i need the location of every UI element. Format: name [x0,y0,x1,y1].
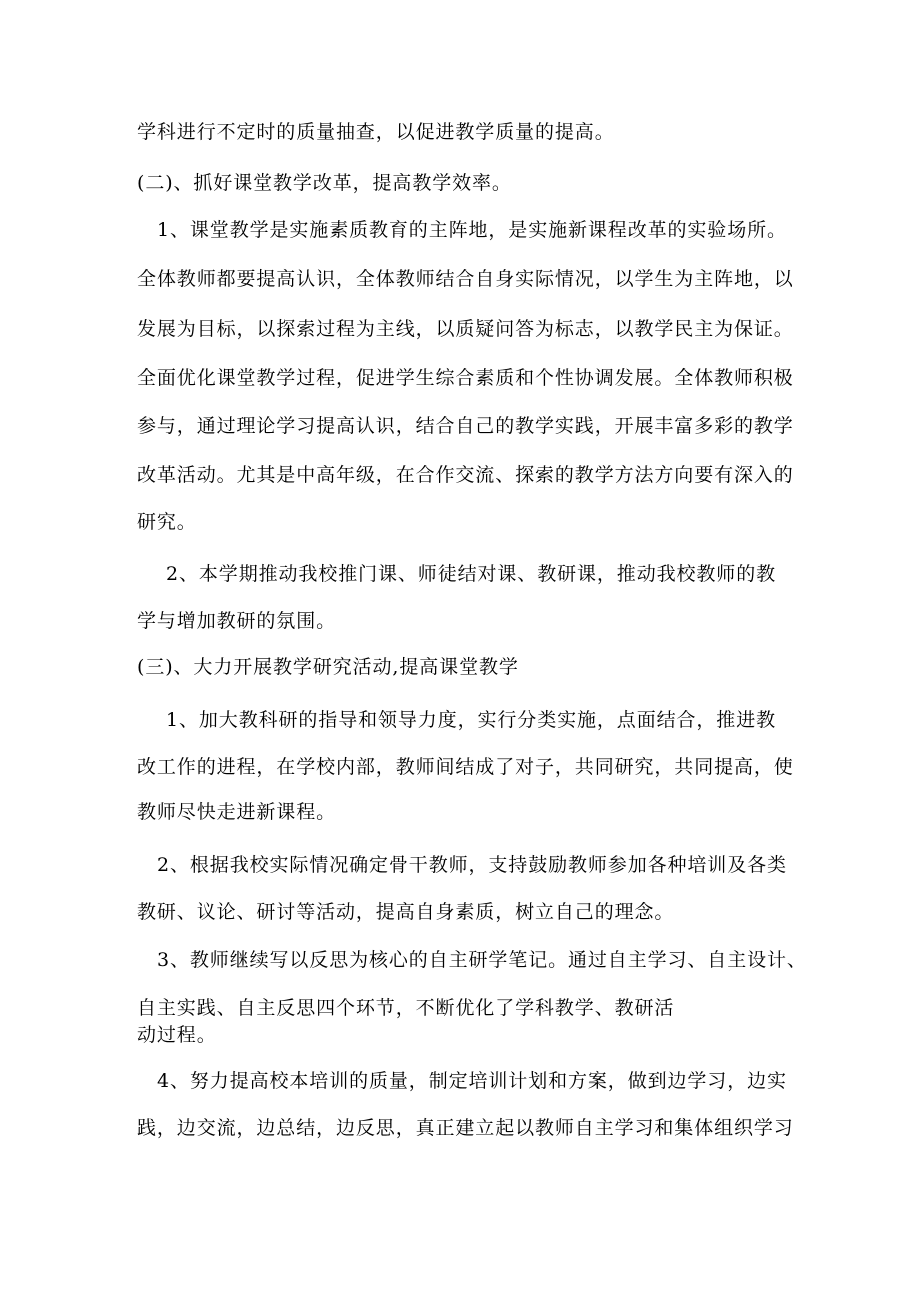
text-line: 全体教师都要提高认识，全体教师结合自身实际情况，以学生为主阵地，以 [137,268,794,290]
text-line: 1、加大教科研的指导和领导力度，实行分类实施，点面结合，推进教 [166,709,776,731]
text-line: 全面优化课堂教学过程，促进学生综合素质和个性协调发展。全体教师积极 [137,367,794,389]
text-line: 学与增加教研的氛围。 [137,610,337,632]
text-line: 教师尽快走进新课程。 [137,801,337,823]
section-heading: (二)、抓好课堂教学改革，提高教学效率。 [137,172,512,194]
text-line: 教研、议论、研讨等活动，提高自身素质，树立自己的理念。 [137,901,675,923]
text-line: 发展为目标，以探索过程为主线，以质疑问答为标志，以教学民主为保证。 [137,318,794,340]
text-line: 2、根据我校实际情况确定骨干教师，支持鼓励教师参加各种培训及各类 [157,854,787,876]
text-line: 3、教师继续写以反思为核心的自主研学笔记。通过自主学习、自主设计、 [157,949,807,971]
text-line: 动过程。 [137,1024,217,1046]
text-line: 参与，通过理论学习提高认识，结合自己的教学实践，开展丰富多彩的教学 [137,415,794,437]
text-line: 研究。 [137,511,197,533]
section-heading: (三)、大力开展教学研究活动,提高课堂教学 [137,656,519,678]
text-line: 改革活动。尤其是中高年级，在合作交流、探索的教学方法方向要有深入的 [137,464,794,486]
text-line: 践，边交流，边总结，边反思，真正建立起以教师自主学习和集体组织学习 [137,1117,794,1139]
text-line: 学科进行不定时的质量抽查，以促进教学质量的提高。 [137,121,615,143]
text-line: 1、课堂教学是实施素质教育的主阵地，是实施新课程改革的实验场所。 [157,219,787,241]
text-line: 改工作的进程，在学校内部，教师间结成了对子，共同研究，共同提高，使 [137,756,794,778]
text-line: 自主实践、自主反思四个环节，不断优化了学科教学、教研活 [137,997,675,1019]
text-line: 4、努力提高校本培训的质量，制定培训计划和方案，做到边学习，边实 [157,1070,787,1092]
text-line: 2、本学期推动我校推门课、师徒结对课、教研课，推动我校教师的教 [166,563,776,585]
